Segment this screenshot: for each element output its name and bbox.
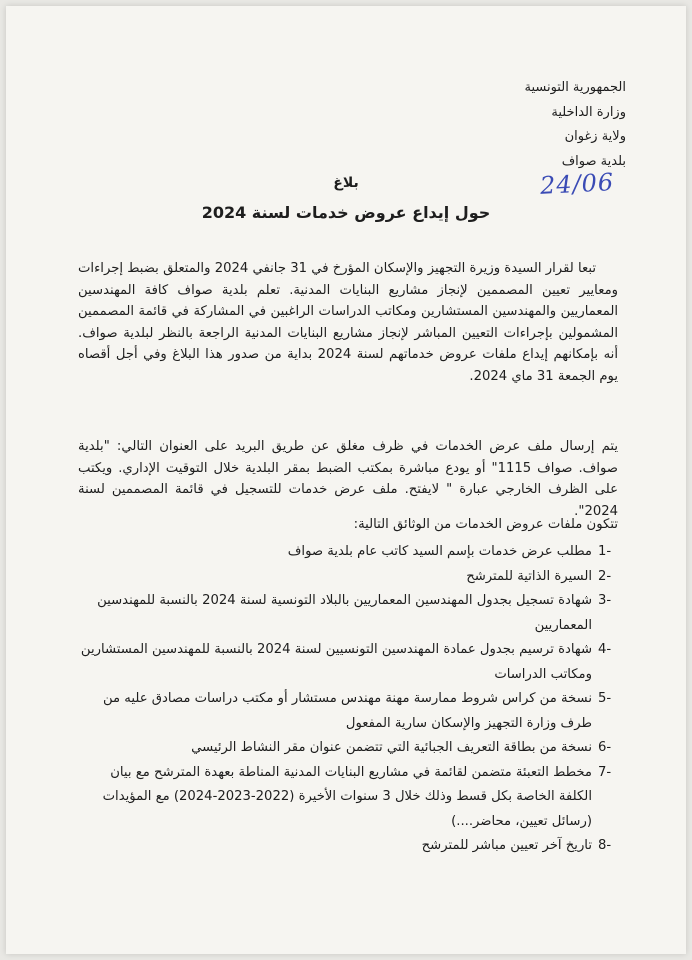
list-item-number: -2 — [598, 568, 612, 584]
list-item — [78, 540, 624, 565]
list-item — [78, 687, 624, 736]
list-item — [78, 761, 624, 835]
list-item-text: نسخة من كراس شروط ممارسة مهنة مهندس مستشار أو مكتب دراسات مصادق عليه من طرف وزارة التجهيز والإسكان سارية المفعول — [102, 691, 592, 731]
list-item-text: شهادة تسجيل بجدول المهندسين المعماريين بالبلاد التونسية لسنة 2024 بالنسبة للمهندسين المعماريين — [97, 593, 592, 633]
list-item-number: -7 — [598, 764, 612, 780]
document-title: بلاغ — [333, 175, 359, 191]
list-item-number: -5 — [598, 691, 612, 706]
submission-paragraph: يتم إرسال ملف عرض الخدمات في ظرف مغلق عن طريق البريد على العنوان التالي: "بلدية صواف. صواف 1115" أو يودع مباشرة بمكتب الضبط بمقر البلدية خلال التوقيت الإداري. ويكتب على الظرف الخارجي عبارة " لايفتح. ملف عرض خدمات للتسجيل في قائمة المصممين لسنة 2024". — [78, 439, 618, 519]
letterhead — [426, 76, 626, 174]
list-item-text: السيرة الذاتية للمترشح — [466, 568, 592, 584]
letterhead-republic: الجمهورية التونسية — [524, 80, 626, 95]
list-item-text: نسخة من بطاقة التعريف الجبائية التي تتضمن عنوان مقر النشاط الرئيسي — [191, 740, 592, 755]
list-item — [78, 565, 624, 590]
list-item-text: شهادة ترسيم بجدول عمادة المهندسين التونسيين لسنة 2024 بالنسبة للمهندسين المستشارين ومكاتب الدراسات — [80, 642, 592, 682]
list-item-number: -4 — [598, 642, 612, 657]
list-item — [78, 638, 624, 687]
documents-list-intro: تتكون ملفات عروض الخدمات من الوثائق التالية: — [353, 517, 618, 532]
list-item — [78, 834, 624, 859]
letterhead-ministry: وزارة الداخلية — [551, 104, 626, 120]
letterhead-municipality: بلدية صواف — [561, 153, 626, 169]
list-item-text: مطلب عرض خدمات بإسم السيد كاتب عام بلدية صواف — [287, 544, 592, 559]
list-item-number: -3 — [598, 593, 612, 608]
document-subtitle: حول إيداع عروض خدمات لسنة 2024 — [201, 203, 491, 222]
list-item-number: -8 — [598, 838, 612, 853]
list-item-number: -1 — [598, 544, 612, 559]
list-item-number: -6 — [598, 740, 612, 755]
required-documents-list — [78, 540, 624, 859]
handwritten-date-note: 24/06 — [539, 168, 615, 200]
letterhead-governorate: ولاية زغوان — [564, 129, 626, 144]
list-item-text: تاريخ آخر تعيين مباشر للمترشح — [421, 838, 592, 853]
list-item — [78, 736, 624, 761]
list-item — [78, 589, 624, 638]
list-item-text: مخطط التعبئة متضمن لقائمة في مشاريع البنايات المدنية المناطة بعهدة المترشح مع بيان الكلفة الخاصة بكل قسط وذلك خلال 3 سنوات الأخيرة (2022-2023-2024) مع المؤيدات (رسائل تعيين، محاضر....) — [102, 764, 592, 829]
announcement-paragraph: تبعا لقرار السيدة وزيرة التجهيز والإسكان المؤرخ في 31 جانفي 2024 والمتعلق بضبط إجراءات ومعايير تعيين المصممين لإنجاز مشاريع البنايات المدنية. تعلم بلدية صواف كافة المهندسين المعماريين والمهندسين المستشارين ومكاتب الدراسات الراغبين في المشاركة في قائمة المصممين المشمولين بإجراءات التعيين المباشر لإنجاز مشاريع البنايات المدنية الراجعة بالنظر لبلدية صواف. أنه بإمكانهم إيداع ملفات عروض خدماتهم لسنة 2024 بداية من صدور هذا البلاغ وفي أجل أقصاه يوم الجمعة 31 ماي 2024. — [78, 261, 618, 384]
